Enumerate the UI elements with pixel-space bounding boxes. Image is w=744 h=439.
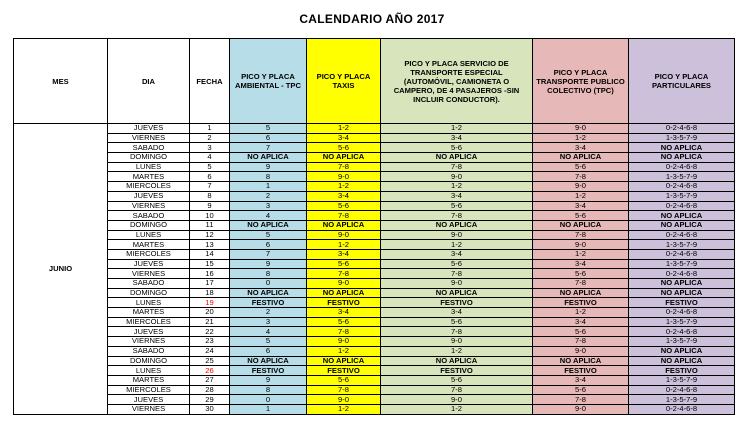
day-cell: JUEVES <box>108 395 190 405</box>
table-row <box>14 356 735 366</box>
cell-tax: 1-2 <box>307 346 381 356</box>
date-cell: 28 <box>190 385 230 395</box>
date-cell: 23 <box>190 337 230 347</box>
header-taxis: PICO Y PLACA TAXIS <box>307 39 381 124</box>
date-cell: 30 <box>190 404 230 414</box>
table-row <box>14 395 735 405</box>
cell-par: 1-3-5-7-9 <box>629 375 735 385</box>
cell-par: NO APLICA <box>629 288 735 298</box>
table-row <box>14 327 735 337</box>
cell-tpc: 9-0 <box>533 404 629 414</box>
cell-tpc: 5-6 <box>533 385 629 395</box>
day-cell: SABADO <box>108 346 190 356</box>
cell-esp: 9-0 <box>381 172 533 182</box>
table-row <box>14 308 735 318</box>
cell-esp: 5-6 <box>381 201 533 211</box>
cell-tax: 5-6 <box>307 143 381 153</box>
date-cell: 27 <box>190 375 230 385</box>
table-row <box>14 375 735 385</box>
date-cell: 4 <box>190 153 230 163</box>
cell-tax: 9-0 <box>307 395 381 405</box>
cell-esp: 5-6 <box>381 143 533 153</box>
cell-tax: 9-0 <box>307 337 381 347</box>
day-cell: MIERCOLES <box>108 249 190 259</box>
cell-tax: 3-4 <box>307 133 381 143</box>
cell-par: 1-3-5-7-9 <box>629 337 735 347</box>
cell-esp: 7-8 <box>381 162 533 172</box>
cell-amb: 1 <box>230 182 307 192</box>
cell-tax: 3-4 <box>307 308 381 318</box>
cell-esp: 1-2 <box>381 240 533 250</box>
cell-par: NO APLICA <box>629 346 735 356</box>
cell-amb: 1 <box>230 404 307 414</box>
cell-tpc: 3-4 <box>533 259 629 269</box>
day-cell: LUNES <box>108 366 190 376</box>
date-cell: 17 <box>190 279 230 289</box>
date-cell: 13 <box>190 240 230 250</box>
day-cell: VIERNES <box>108 337 190 347</box>
cell-tpc: 1-2 <box>533 249 629 259</box>
cell-par: 1-3-5-7-9 <box>629 240 735 250</box>
cell-par: 0-2-4-6-8 <box>629 230 735 240</box>
cell-tpc: NO APLICA <box>533 220 629 230</box>
cell-par: 1-3-5-7-9 <box>629 259 735 269</box>
header-especial: PICO Y PLACA SERVICIO DE TRANSPORTE ESPECIAL (AUTOMÓVIL, CAMIONETA O CAMPERO, DE 4 PASAJEROS -SIN INCLUIR CONDUCTOR). <box>381 39 533 124</box>
cell-esp: 3-4 <box>381 191 533 201</box>
table-row <box>14 201 735 211</box>
cell-esp: 1-2 <box>381 346 533 356</box>
day-cell: VIERNES <box>108 269 190 279</box>
cell-par: FESTIVO <box>629 366 735 376</box>
cell-tax: 1-2 <box>307 240 381 250</box>
day-cell: MARTES <box>108 375 190 385</box>
cell-amb: 5 <box>230 230 307 240</box>
cell-tpc: 1-2 <box>533 133 629 143</box>
cell-tpc: NO APLICA <box>533 356 629 366</box>
date-cell: 6 <box>190 172 230 182</box>
cell-tpc: 7-8 <box>533 279 629 289</box>
date-cell: 3 <box>190 143 230 153</box>
cell-esp: FESTIVO <box>381 298 533 308</box>
day-cell: SABADO <box>108 143 190 153</box>
cell-tpc: 7-8 <box>533 172 629 182</box>
day-cell: DOMINGO <box>108 220 190 230</box>
cell-tpc: 3-4 <box>533 317 629 327</box>
cell-tax: 1-2 <box>307 182 381 192</box>
table-row <box>14 182 735 192</box>
cell-amb: NO APLICA <box>230 153 307 163</box>
cell-amb: 2 <box>230 191 307 201</box>
table-row <box>14 317 735 327</box>
cell-par: 1-3-5-7-9 <box>629 172 735 182</box>
cell-esp: 3-4 <box>381 249 533 259</box>
table-row <box>14 211 735 221</box>
cell-amb: 6 <box>230 240 307 250</box>
table-row <box>14 288 735 298</box>
cell-esp: 1-2 <box>381 124 533 134</box>
cell-tax: 7-8 <box>307 327 381 337</box>
table-row <box>14 220 735 230</box>
cell-esp: 9-0 <box>381 395 533 405</box>
cell-tpc: 5-6 <box>533 269 629 279</box>
cell-tpc: 9-0 <box>533 240 629 250</box>
day-cell: JUEVES <box>108 124 190 134</box>
day-cell: MARTES <box>108 172 190 182</box>
date-cell: 9 <box>190 201 230 211</box>
date-cell: 7 <box>190 182 230 192</box>
cell-esp: NO APLICA <box>381 356 533 366</box>
header-mes: MES <box>14 39 108 124</box>
cell-esp: 1-2 <box>381 182 533 192</box>
calendar-body <box>14 124 735 415</box>
day-cell: MIERCOLES <box>108 385 190 395</box>
cell-tpc: 7-8 <box>533 337 629 347</box>
cell-par: 1-3-5-7-9 <box>629 191 735 201</box>
cell-amb: 0 <box>230 279 307 289</box>
table-row <box>14 269 735 279</box>
day-cell: SABADO <box>108 279 190 289</box>
cell-esp: 5-6 <box>381 317 533 327</box>
cell-tax: 7-8 <box>307 269 381 279</box>
header-ambiental: PICO Y PLACA AMBIENTAL - TPC <box>230 39 307 124</box>
cell-par: 0-2-4-6-8 <box>629 249 735 259</box>
cell-tax: 7-8 <box>307 211 381 221</box>
cell-par: NO APLICA <box>629 143 735 153</box>
table-row <box>14 259 735 269</box>
cell-tpc: 3-4 <box>533 143 629 153</box>
table-row <box>14 404 735 414</box>
cell-tax: 7-8 <box>307 385 381 395</box>
cell-tax: 1-2 <box>307 124 381 134</box>
date-cell: 14 <box>190 249 230 259</box>
cell-tax: 1-2 <box>307 404 381 414</box>
date-cell: 25 <box>190 356 230 366</box>
table-row <box>14 366 735 376</box>
cell-tpc: 3-4 <box>533 375 629 385</box>
cell-par: 0-2-4-6-8 <box>629 327 735 337</box>
cell-amb: 9 <box>230 162 307 172</box>
cell-amb: 8 <box>230 172 307 182</box>
cell-esp: NO APLICA <box>381 153 533 163</box>
cell-esp: 7-8 <box>381 211 533 221</box>
cell-par: 0-2-4-6-8 <box>629 385 735 395</box>
cell-amb: 9 <box>230 259 307 269</box>
table-row <box>14 298 735 308</box>
day-cell: VIERNES <box>108 404 190 414</box>
cell-esp: 9-0 <box>381 279 533 289</box>
cell-par: 1-3-5-7-9 <box>629 133 735 143</box>
date-cell: 2 <box>190 133 230 143</box>
day-cell: VIERNES <box>108 201 190 211</box>
cell-amb: 4 <box>230 327 307 337</box>
cell-tax: 5-6 <box>307 259 381 269</box>
cell-tpc: NO APLICA <box>533 153 629 163</box>
cell-tax: NO APLICA <box>307 288 381 298</box>
cell-tpc: 5-6 <box>533 211 629 221</box>
cell-tax: 5-6 <box>307 317 381 327</box>
cell-amb: 5 <box>230 124 307 134</box>
cell-amb: 0 <box>230 395 307 405</box>
cell-esp: FESTIVO <box>381 366 533 376</box>
cell-esp: 5-6 <box>381 375 533 385</box>
cell-amb: 7 <box>230 249 307 259</box>
cell-par: 0-2-4-6-8 <box>629 124 735 134</box>
date-cell: 20 <box>190 308 230 318</box>
date-cell: 12 <box>190 230 230 240</box>
cell-esp: 3-4 <box>381 308 533 318</box>
day-cell: MARTES <box>108 240 190 250</box>
table-row <box>14 249 735 259</box>
day-cell: JUEVES <box>108 259 190 269</box>
cell-esp: NO APLICA <box>381 288 533 298</box>
date-cell: 5 <box>190 162 230 172</box>
month-cell: JUNIO <box>14 124 108 415</box>
day-cell: VIERNES <box>108 133 190 143</box>
cell-par: 0-2-4-6-8 <box>629 308 735 318</box>
cell-tpc: 5-6 <box>533 162 629 172</box>
cell-tax: 9-0 <box>307 172 381 182</box>
cell-amb: 6 <box>230 133 307 143</box>
cell-amb: 7 <box>230 143 307 153</box>
cell-esp: 5-6 <box>381 259 533 269</box>
table-row <box>14 143 735 153</box>
cell-tax: 5-6 <box>307 375 381 385</box>
table-row <box>14 346 735 356</box>
date-cell: 21 <box>190 317 230 327</box>
table-row <box>14 337 735 347</box>
day-cell: MIERCOLES <box>108 182 190 192</box>
date-cell: 24 <box>190 346 230 356</box>
cell-amb: 6 <box>230 346 307 356</box>
date-cell: 26 <box>190 366 230 376</box>
cell-amb: 4 <box>230 211 307 221</box>
cell-par: 0-2-4-6-8 <box>629 201 735 211</box>
date-cell: 11 <box>190 220 230 230</box>
cell-par: NO APLICA <box>629 220 735 230</box>
day-cell: JUEVES <box>108 191 190 201</box>
cell-par: NO APLICA <box>629 279 735 289</box>
cell-esp: 7-8 <box>381 385 533 395</box>
table-row <box>14 172 735 182</box>
cell-par: 0-2-4-6-8 <box>629 404 735 414</box>
day-cell: SABADO <box>108 211 190 221</box>
table-row <box>14 240 735 250</box>
table-row <box>14 279 735 289</box>
cell-par: 0-2-4-6-8 <box>629 182 735 192</box>
cell-amb: 2 <box>230 308 307 318</box>
table-row <box>14 230 735 240</box>
day-cell: DOMINGO <box>108 153 190 163</box>
day-cell: MARTES <box>108 308 190 318</box>
date-cell: 19 <box>190 298 230 308</box>
cell-tpc: 3-4 <box>533 201 629 211</box>
table-row <box>14 385 735 395</box>
cell-amb: 3 <box>230 317 307 327</box>
header-row <box>14 39 735 124</box>
day-cell: JUEVES <box>108 327 190 337</box>
date-cell: 10 <box>190 211 230 221</box>
cell-amb: 9 <box>230 375 307 385</box>
cell-par: FESTIVO <box>629 298 735 308</box>
header-tpc: PICO Y PLACA TRANSPORTE PUBLICO COLECTIVO (TPC) <box>533 39 629 124</box>
cell-esp: 3-4 <box>381 133 533 143</box>
cell-amb: FESTIVO <box>230 366 307 376</box>
cell-par: 1-3-5-7-9 <box>629 395 735 405</box>
cell-esp: NO APLICA <box>381 220 533 230</box>
table-row <box>14 191 735 201</box>
table-row <box>14 153 735 163</box>
table-row <box>14 124 735 134</box>
day-cell: LUNES <box>108 230 190 240</box>
table-row <box>14 162 735 172</box>
cell-tax: NO APLICA <box>307 220 381 230</box>
date-cell: 8 <box>190 191 230 201</box>
cell-tax: 5-6 <box>307 201 381 211</box>
day-cell: DOMINGO <box>108 356 190 366</box>
cell-amb: 8 <box>230 385 307 395</box>
cell-tax: 7-8 <box>307 162 381 172</box>
cell-amb: NO APLICA <box>230 356 307 366</box>
day-cell: LUNES <box>108 162 190 172</box>
cell-esp: 7-8 <box>381 327 533 337</box>
cell-amb: NO APLICA <box>230 288 307 298</box>
cell-esp: 1-2 <box>381 404 533 414</box>
cell-esp: 7-8 <box>381 269 533 279</box>
cell-tax: 9-0 <box>307 230 381 240</box>
cell-tax: FESTIVO <box>307 298 381 308</box>
day-cell: MIERCOLES <box>108 317 190 327</box>
day-cell: DOMINGO <box>108 288 190 298</box>
cell-tpc: NO APLICA <box>533 288 629 298</box>
cell-par: 1-3-5-7-9 <box>629 317 735 327</box>
cell-amb: 8 <box>230 269 307 279</box>
date-cell: 18 <box>190 288 230 298</box>
cell-par: NO APLICA <box>629 211 735 221</box>
cell-tpc: 7-8 <box>533 230 629 240</box>
cell-tax: FESTIVO <box>307 366 381 376</box>
cell-tax: 3-4 <box>307 249 381 259</box>
date-cell: 1 <box>190 124 230 134</box>
cell-tax: 3-4 <box>307 191 381 201</box>
header-dia: DIA <box>108 39 190 124</box>
header-particulares: PICO Y PLACA PARTICULARES <box>629 39 735 124</box>
cell-par: 0-2-4-6-8 <box>629 162 735 172</box>
cell-tax: NO APLICA <box>307 153 381 163</box>
cell-amb: FESTIVO <box>230 298 307 308</box>
cell-tpc: 9-0 <box>533 182 629 192</box>
cell-tpc: FESTIVO <box>533 298 629 308</box>
date-cell: 16 <box>190 269 230 279</box>
cell-tpc: 9-0 <box>533 124 629 134</box>
cell-tpc: 5-6 <box>533 327 629 337</box>
cell-tpc: 1-2 <box>533 191 629 201</box>
date-cell: 15 <box>190 259 230 269</box>
cell-tpc: 9-0 <box>533 346 629 356</box>
cell-par: NO APLICA <box>629 356 735 366</box>
cell-amb: 5 <box>230 337 307 347</box>
cell-esp: 9-0 <box>381 337 533 347</box>
cell-tpc: 7-8 <box>533 395 629 405</box>
cell-esp: 9-0 <box>381 230 533 240</box>
cell-tax: NO APLICA <box>307 356 381 366</box>
cell-amb: 3 <box>230 201 307 211</box>
cell-tpc: 1-2 <box>533 308 629 318</box>
table-row <box>14 133 735 143</box>
cell-par: 0-2-4-6-8 <box>629 269 735 279</box>
calendar-table <box>13 38 735 415</box>
date-cell: 22 <box>190 327 230 337</box>
day-cell: LUNES <box>108 298 190 308</box>
cell-tax: 9-0 <box>307 279 381 289</box>
cell-amb: NO APLICA <box>230 220 307 230</box>
page-title: CALENDARIO AÑO 2017 <box>299 12 445 26</box>
date-cell: 29 <box>190 395 230 405</box>
header-fecha: FECHA <box>190 39 230 124</box>
cell-par: NO APLICA <box>629 153 735 163</box>
cell-tpc: FESTIVO <box>533 366 629 376</box>
